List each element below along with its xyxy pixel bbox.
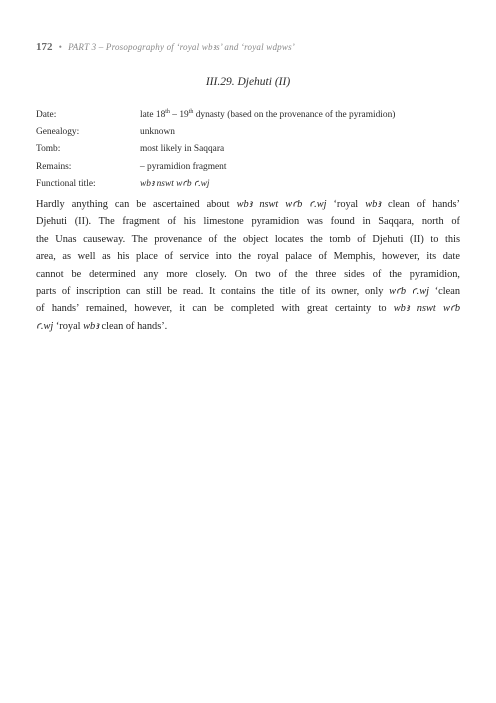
body-line: area, as well as his place of service into the royal palace of Memphis, however, its date: [36, 251, 460, 263]
body-line: of hands’ remained, however, it can be completed with great certainty to wbꜣ nswt wꜥb: [36, 303, 460, 315]
meta-value-genealogy: unknown: [140, 126, 175, 137]
meta-value-title: wbꜣ nswt wꜥb ꜥ.wj: [140, 179, 210, 190]
meta-label-remains: Remains:: [36, 161, 72, 172]
meta-label-title: Functional title:: [36, 178, 96, 189]
section-title: III.29. Djehuti (II): [205, 76, 291, 88]
meta-label-genealogy: Genealogy:: [36, 126, 80, 137]
body-line: Hardly anything can be ascertained about wbꜣ nswt wꜥb ꜥ.wj ‘royal wbꜣ clean of hands’: [36, 199, 460, 210]
part-title: PART 3 – Prosopography of ‘royal wbꜣs’ and ‘royal wdpws’: [68, 42, 295, 52]
metadata-table: [36, 106, 395, 192]
header-separator: •: [58, 42, 62, 52]
meta-value-tomb: most likely in Saqqara: [140, 144, 225, 155]
body-line: cannot be determined any more closely. On two of the three sides of the pyramidion,: [36, 268, 460, 280]
meta-value-remains: – pyramidion fragment: [140, 161, 227, 172]
body-paragraph: [36, 196, 460, 335]
meta-label-tomb: Tomb:: [36, 144, 61, 155]
meta-row-remains: [36, 158, 395, 175]
meta-row-date: [36, 106, 395, 123]
body-line: ꜥ.wj ‘royal wbꜣ clean of hands’.: [36, 320, 168, 332]
running-header: [36, 41, 295, 53]
body-line: Djehuti (II). The fragment of his limestone pyramidion was found in Saqqara, north of: [36, 216, 460, 228]
meta-row-title: [36, 175, 395, 192]
body-line: parts of inscription can still be read. It contains the title of its owner, only wꜥb ꜥ.wj ‘clean: [36, 286, 460, 298]
body-line: the Unas causeway. The provenance of the object locates the tomb of Djehuti (II) to this: [36, 233, 460, 245]
meta-row-tomb: [36, 141, 395, 158]
meta-row-genealogy: [36, 123, 395, 140]
meta-value-date: late 18th – 19th dynasty (based on the provenance of the pyramidion): [140, 109, 396, 121]
page-number: 172: [36, 41, 53, 53]
meta-label-date: Date:: [36, 109, 57, 120]
